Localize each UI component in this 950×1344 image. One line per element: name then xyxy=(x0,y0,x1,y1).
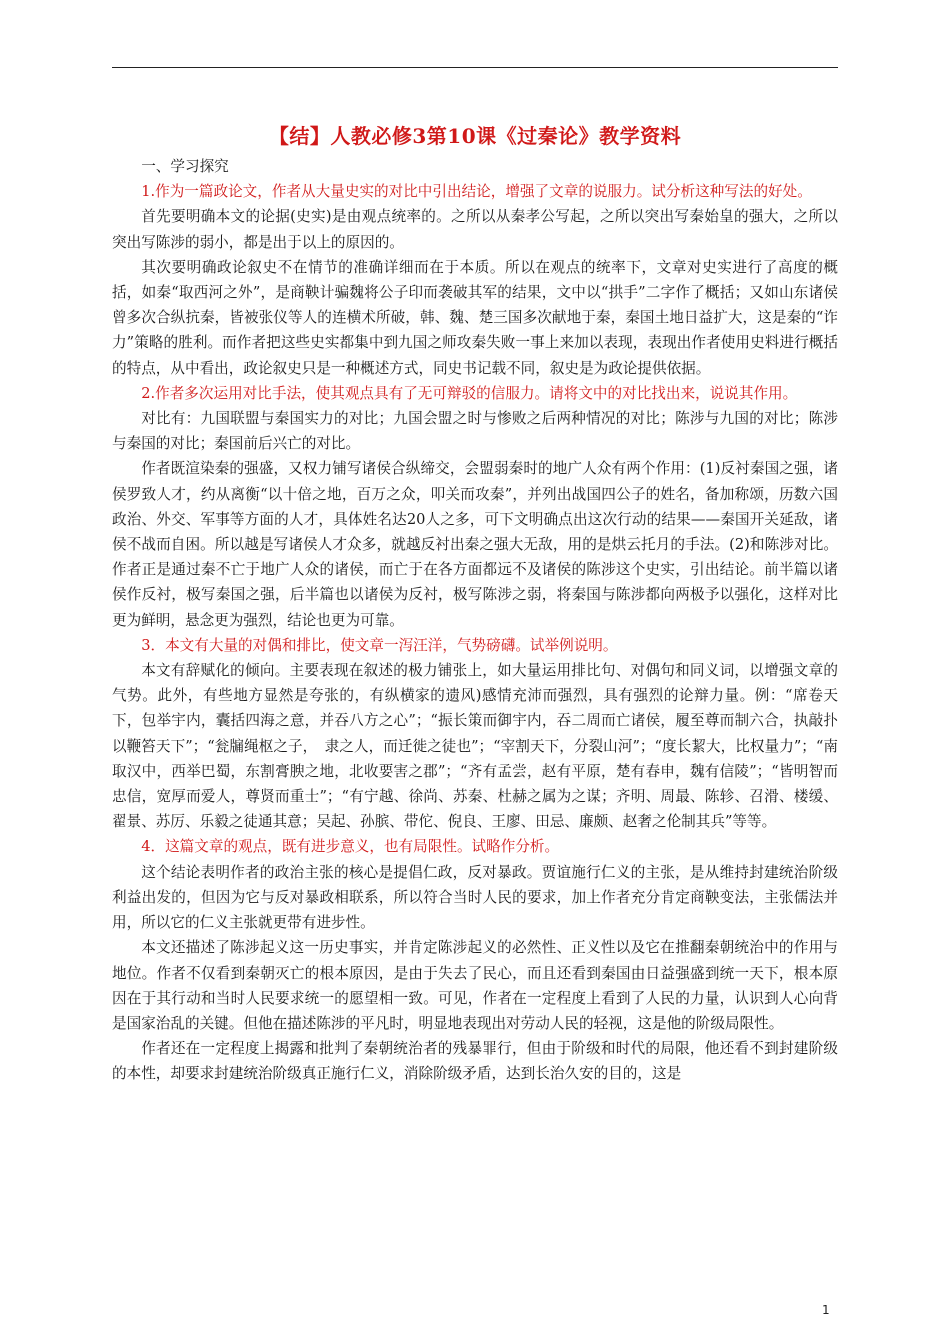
body-paragraph: 本文还描述了陈涉起义这一历史事实，并肯定陈涉起义的必然性、正义性以及它在推翻秦朝统治中的作用与地位。作者不仅看到秦朝灭亡的根本原因，是由于失去了民心，而且还看到秦国由日益强盛到统一天下，根本原因在于其行动和当时人民要求统一的愿望相一致。可见，作者在一定程度上看到了人民的力量，认识到人心向背是国家治乱的关键。但他在描述陈涉的平凡时，明显地表现出对劳动人民的轻视，这是他的阶级局限性。 xyxy=(112,939,838,1032)
page-number: 1 xyxy=(822,1303,830,1317)
question-paragraph: 2.作者多次运用对比手法，使其观点具有了无可辩驳的信服力。请将文中的对比找出来，说说其作用。 xyxy=(141,384,798,402)
header-rule xyxy=(112,67,838,68)
document-body xyxy=(112,122,838,1087)
body-paragraph: 其次要明确政论叙史不在情节的准确详细而在于本质。所以在观点的统率下，文章对史实进行了高度的概括，如秦“取西河之外”，是商鞅计骗魏将公子印而袭破其军的结果，文中以“拱手”二字作了概括；又如山东诸侯曾多次合纵抗秦，皆被张仪等人的连横术所破，韩、魏、楚三国多次献地于秦，秦国土地日益扩大，这是秦的“诈力”策略的胜利。而作者把这些史实都集中到九国之师攻秦失败一事上来加以表现，表现出作者使用史料进行概括的特点，从中看出，政论叙史只是一种概述方式，同史书记载不同，叙史是为政论提供依据。 xyxy=(112,258,838,377)
question-paragraph: 3．本文有大量的对偶和排比，使文章一泻汪洋，气势磅礴。试举例说明。 xyxy=(141,636,618,654)
question-paragraph: 1.作为一篇政论文，作者从大量史实的对比中引出结论，增强了文章的说服力。试分析这种写法的好处。 xyxy=(141,183,812,201)
paragraph-list xyxy=(112,179,838,1086)
body-paragraph: 首先要明确本文的论据(史实)是由观点统率的。之所以从秦孝公写起，之所以突出写秦始皇的强大，之所以突出写陈涉的弱小，都是出于以上的原因的。 xyxy=(112,208,838,251)
question-paragraph: 4．这篇文章的观点，既有进步意义，也有局限性。试略作分析。 xyxy=(141,838,560,856)
body-paragraph: 对比有：九国联盟与秦国实力的对比；九国会盟之时与惨败之后两种情况的对比；陈涉与九国的对比；陈涉与秦国的对比；秦国前后兴亡的对比。 xyxy=(112,410,838,453)
section-heading: 一、学习探究 xyxy=(141,158,229,175)
body-paragraph: 这个结论表明作者的政治主张的核心是提倡仁政，反对暴政。贾谊施行仁义的主张，是从维持封建统治阶级利益出发的，但因为它与反对暴政相联系，所以符合当时人民的要求，加上作者充分肯定商鞅变法，主张儒法并用，所以它的仁义主张就更带有进步性。 xyxy=(112,863,838,932)
body-paragraph: 作者既渲染秦的强盛，又权力铺写诸侯合纵缔交，会盟弱秦时的地广人众有两个作用：(1)反衬秦国之强，诸侯罗致人才，约从离衡“以十倍之地，百万之众，叩关而攻秦”，并列出战国四公子的姓名，备加称颂，历数六国政治、外交、军事等方面的人才，具体姓名达20人之多，可下文明确点出这次行动的结果——秦国开关延敌，诸侯不战而自困。所以越是写诸侯人才众多，就越反衬出秦之强大无敌，用的是烘云托月的手法。(2)和陈涉对比。作者正是通过秦不亡于地广人众的诸侯，而亡于在各方面都远不及诸侯的陈涉这个史实，引出结论。前半篇以诸侯作反衬，极写秦国之强，后半篇也以诸侯为反衬，极写陈涉之弱，将秦国与陈涉都向两极予以强化，这样对比更为鲜明，悬念更为强烈，结论也更为可靠。 xyxy=(112,460,838,629)
body-paragraph: 本文有辞赋化的倾向。主要表现在叙述的极力铺张上，如大量运用排比句、对偶句和同义词，以增强文章的气势。此外，有些地方显然是夸张的，有纵横家的遗风)感情充沛而强烈，具有强烈的论辩力量。例：“席卷天下，包举宇内，囊括四海之意，并吞八方之心”；“振长策而御宇内，吞二周而亡诸侯，履至尊而制六合，执敲扑以鞭笞天下”；“瓮牖绳枢之子， 隶之人，而迁徙之徒也”；“宰割天下，分裂山河”；“度长絜大，比权量力”；“南取汉中，西举巴蜀，东割膏腴之地，北收要害之郡”；“齐有孟尝，赵有平原，楚有春申，魏有信陵”；“皆明智而忠信，宽厚而爱人，尊贤而重士”；“有宁越、徐尚、苏秦、杜赫之属为之谋；齐明、周最、陈轸、召滑、楼缓、翟景、苏厉、乐毅之徒通其意；吴起、孙膑、带佗、倪良、王廖、田忌、廉颇、赵奢之伦制其兵”等等。 xyxy=(112,662,838,831)
document-title: 【结】人教必修3第10课《过秦论》教学资料 xyxy=(268,124,682,148)
body-paragraph: 作者还在一定程度上揭露和批判了秦朝统治者的残暴罪行，但由于阶级和时代的局限，他还看不到封建阶级的本性，却要求封建统治阶级真正施行仁义，消除阶级矛盾，达到长治久安的目的，这是 xyxy=(112,1040,838,1083)
